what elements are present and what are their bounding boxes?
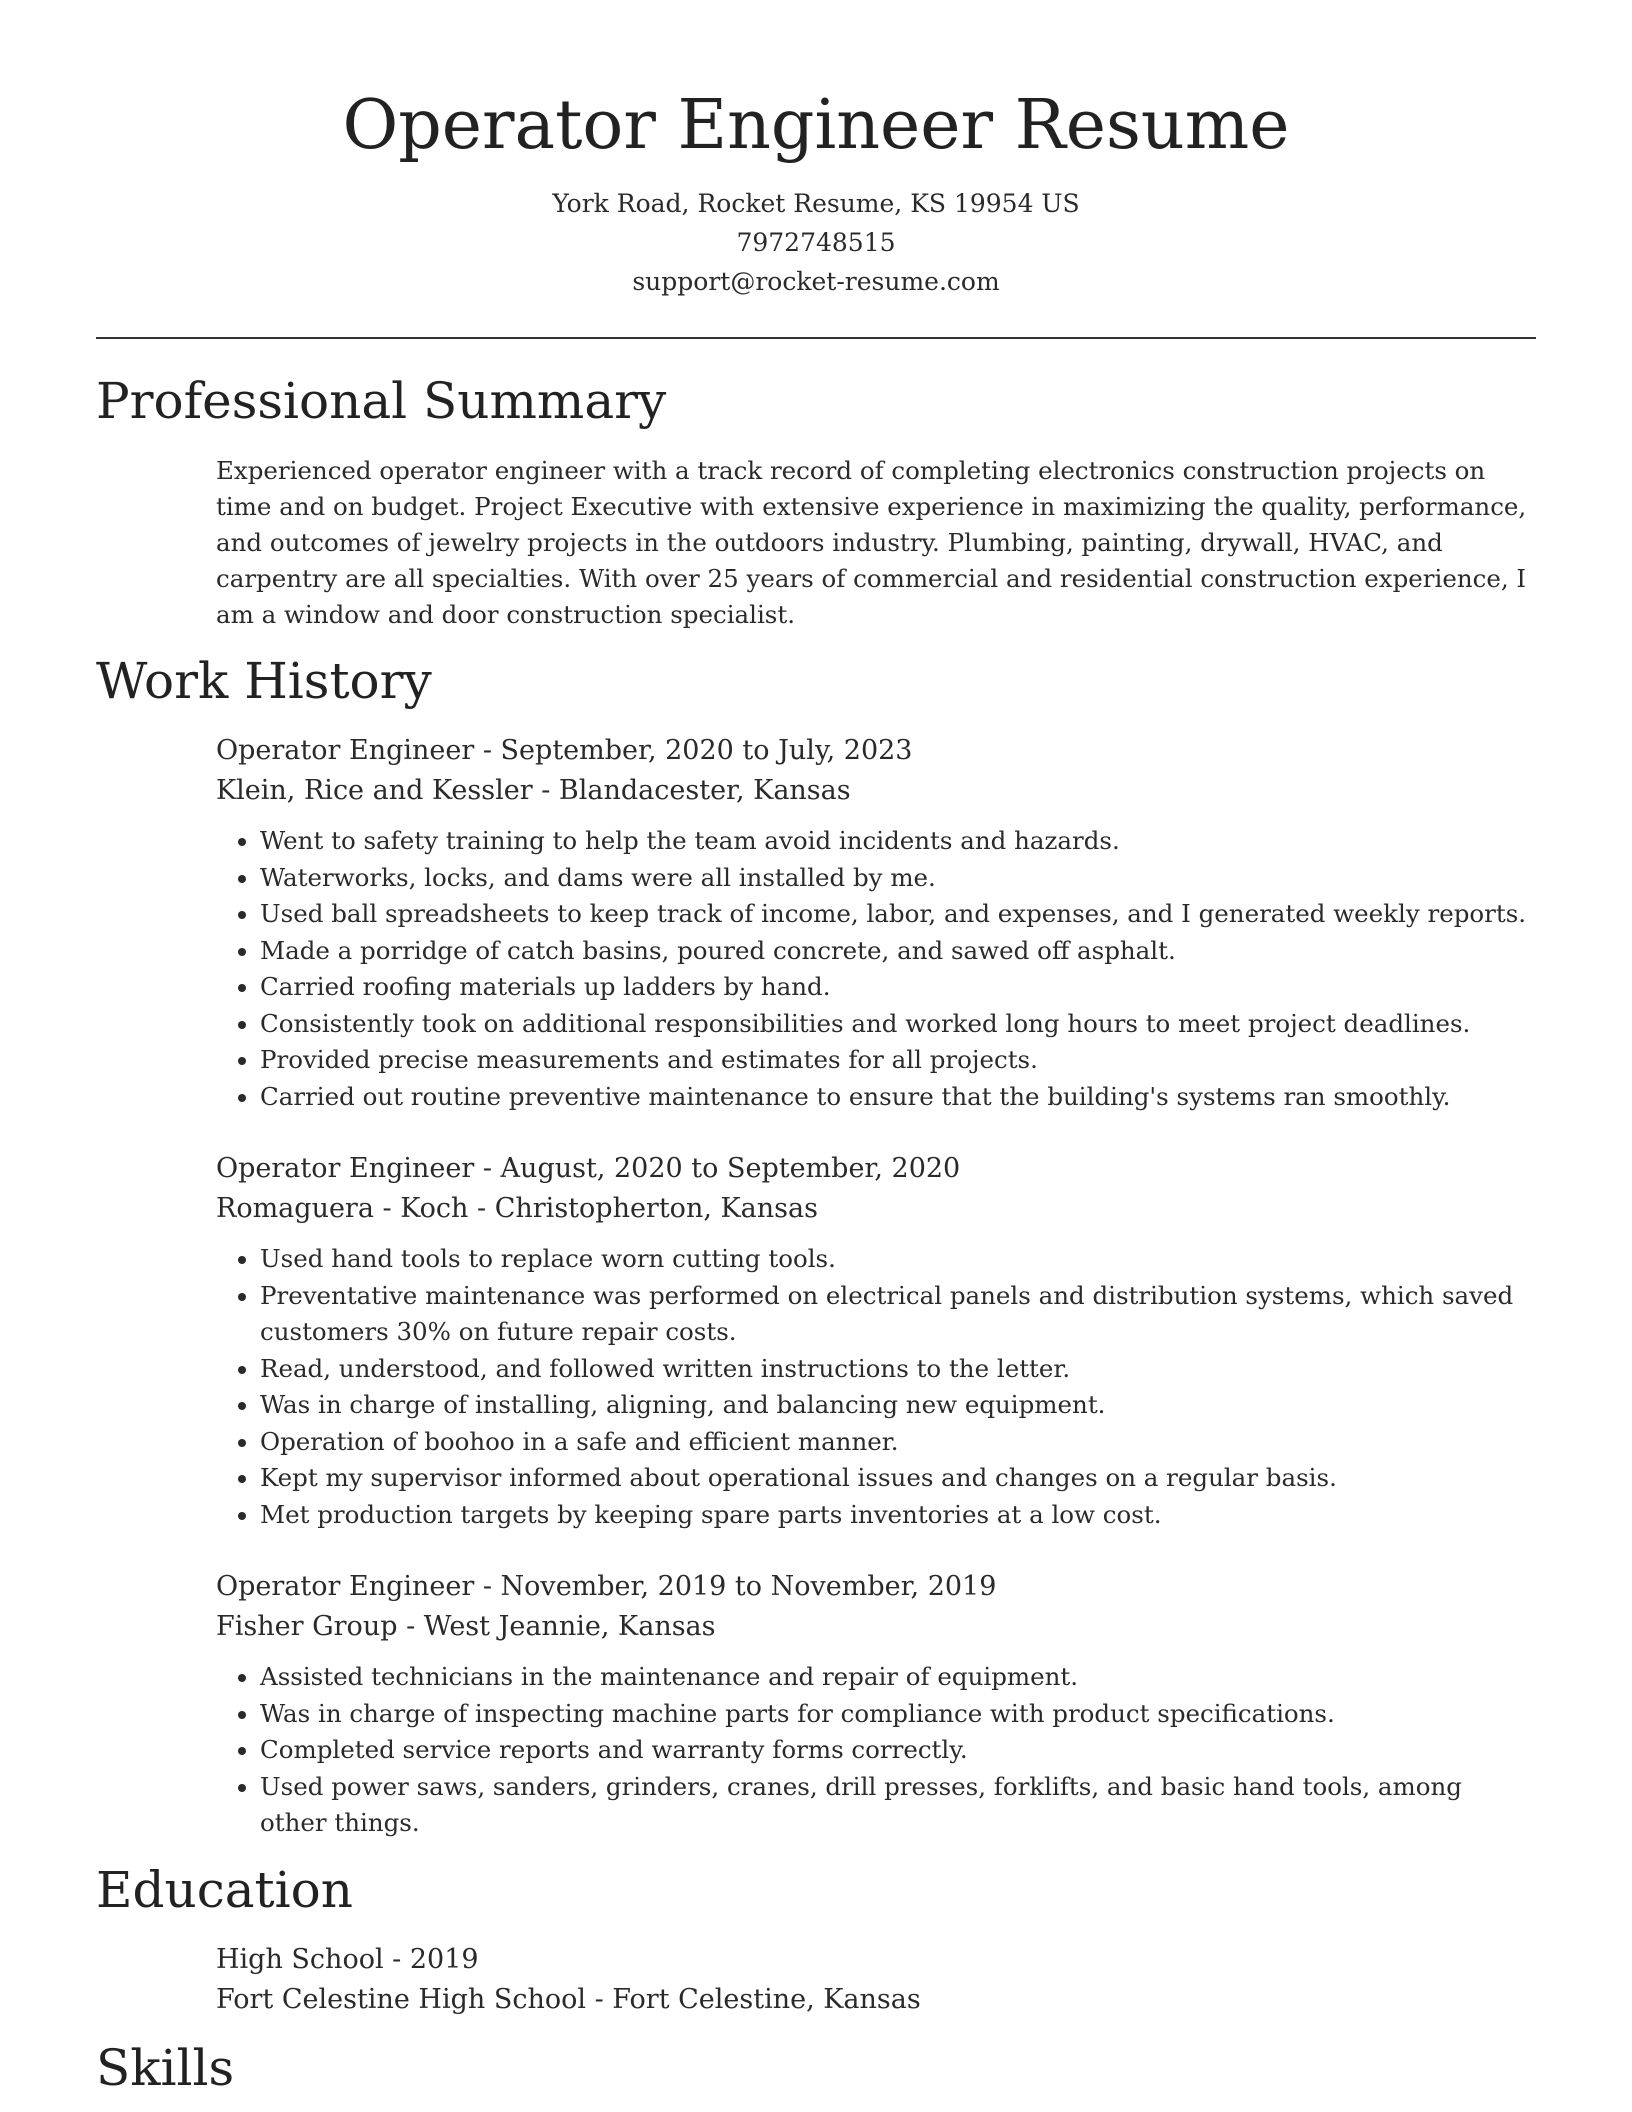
skills-title: Skills xyxy=(96,2038,235,2097)
job-entry xyxy=(216,1567,1536,1842)
education-section xyxy=(96,1858,1536,2020)
contact-address: York Road, Rocket Resume, KS 19954 US xyxy=(552,189,1080,218)
job-company-line: Romaguera - Koch - Christopherton, Kansas xyxy=(216,1193,818,1224)
job-bullet: • Read, understood, and followed written instructions to the letter. xyxy=(260,1351,1536,1388)
job-bullet: • Met production targets by keeping spare parts inventories at a low cost. xyxy=(260,1497,1536,1534)
job-bullet: • Used ball spreadsheets to keep track of income, labor, and expenses, and I generated weekly reports. xyxy=(260,896,1536,933)
job-bullet-list xyxy=(216,1659,1536,1842)
job-bullet: • Assisted technicians in the maintenance and repair of equipment. xyxy=(260,1659,1536,1696)
job-bullet: • Consistently took on additional responsibilities and worked long hours to meet project deadlines. xyxy=(260,1006,1536,1043)
job-bullet: • Provided precise measurements and estimates for all projects. xyxy=(260,1042,1536,1079)
job-bullet: • Went to safety training to help the team avoid incidents and hazards. xyxy=(260,823,1536,860)
summary-section xyxy=(96,369,1536,633)
job-bullet: • Carried roofing materials up ladders by hand. xyxy=(260,969,1536,1006)
job-bullet: • Carried out routine preventive maintenance to ensure that the building's systems ran smoothly. xyxy=(260,1079,1536,1116)
education-title: Education xyxy=(96,1860,353,1919)
job-bullet: • Used hand tools to replace worn cutting tools. xyxy=(260,1241,1536,1278)
job-company-line: Fisher Group - West Jeannie, Kansas xyxy=(216,1611,716,1642)
resume-header xyxy=(96,0,1536,301)
contact-email: support@rocket-resume.com xyxy=(632,267,1000,296)
work-history-section xyxy=(96,649,1536,1842)
summary-text: Experienced operator engineer with a track record of completing electronics construction projects on time and on budget. Project Executive with extensive experience in maximizing the quality, performance, and outcomes of jewelry projects in the outdoors industry. Plumbing, painting, drywall, HVAC, and carpentry are all specialties. With over 25 years of commercial and residential construction experience, I am a window and door construction specialist. xyxy=(216,456,1527,629)
education-entry xyxy=(216,1940,1536,2020)
job-bullet: • Was in charge of inspecting machine parts for compliance with product specifications. xyxy=(260,1696,1536,1733)
job-entry xyxy=(216,1149,1536,1533)
summary-title: Professional Summary xyxy=(96,372,667,430)
resume-title: Operator Engineer Resume xyxy=(342,86,1290,165)
job-bullet: • Used power saws, sanders, grinders, cranes, drill presses, forklifts, and basic hand tools, among other things. xyxy=(260,1769,1536,1842)
job-bullet: • Preventative maintenance was performed on electrical panels and distribution systems, which saved customers 30% on future repair costs. xyxy=(260,1278,1536,1351)
job-bullet-list xyxy=(216,1241,1536,1533)
job-role-line: Operator Engineer - September, 2020 to July, 2023 xyxy=(216,735,913,766)
job-bullet: • Operation of boohoo in a safe and efficient manner. xyxy=(260,1424,1536,1461)
job-company-line: Klein, Rice and Kessler - Blandacester, Kansas xyxy=(216,775,851,806)
contact-phone: 7972748515 xyxy=(736,228,896,257)
header-divider xyxy=(96,337,1536,339)
education-school-line: Fort Celestine High School - Fort Celestine, Kansas xyxy=(216,1983,921,2015)
job-bullet: • Made a porridge of catch basins, poured concrete, and sawed off asphalt. xyxy=(260,933,1536,970)
job-bullet: • Waterworks, locks, and dams were all installed by me. xyxy=(260,860,1536,897)
job-role-line: Operator Engineer - August, 2020 to September, 2020 xyxy=(216,1153,961,1184)
job-role-line: Operator Engineer - November, 2019 to November, 2019 xyxy=(216,1571,997,1602)
skills-section xyxy=(96,2036,1536,2100)
job-bullet: • Kept my supervisor informed about operational issues and changes on a regular basis. xyxy=(260,1460,1536,1497)
job-bullet-list xyxy=(216,823,1536,1115)
job-entry xyxy=(216,731,1536,1115)
job-bullet: • Was in charge of installing, aligning, and balancing new equipment. xyxy=(260,1387,1536,1424)
education-degree-line: High School - 2019 xyxy=(216,1943,479,1975)
work-history-title: Work History xyxy=(96,652,432,710)
job-bullet: • Completed service reports and warranty forms correctly. xyxy=(260,1732,1536,1769)
